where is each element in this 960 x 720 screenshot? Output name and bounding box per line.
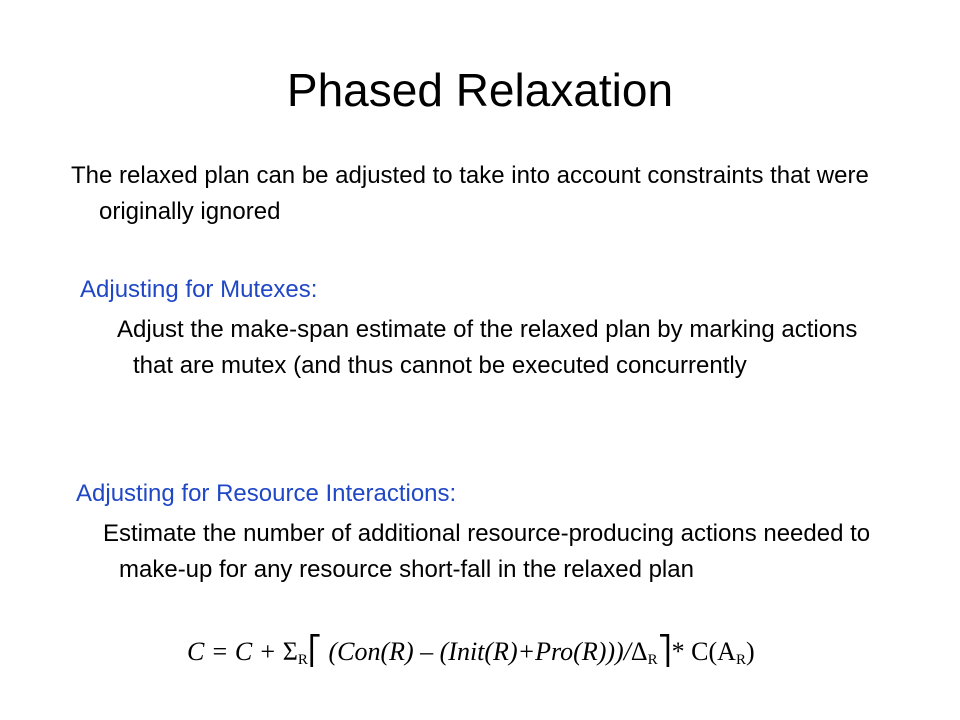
formula-ceil-open: ⎡ [307, 636, 322, 667]
cost-formula [187, 632, 907, 672]
formula-delta-subscript: R [647, 652, 658, 668]
formula-delta: Δ [630, 637, 648, 666]
formula-cost-subscript: R [735, 652, 746, 668]
resource-description: Estimate the number of additional resource-producing actions needed to make-up for any resource short-fall in the relaxed plan [103, 520, 871, 583]
formula-inner: (Con(R) – (Init(R)+Pro(R)))/ [321, 637, 631, 666]
formula-times: * C(A [671, 637, 736, 666]
formula-lhs: C = C + [187, 637, 283, 666]
resource-heading: Adjusting for Resource Interactions: [76, 480, 457, 507]
mutex-description: Adjust the make-span estimate of the relaxed plan by marking actions that are mutex (and thus cannot be executed concurrently [117, 316, 858, 379]
formula-ceil-close: ⎤ [657, 636, 672, 667]
formula-close-paren: ) [745, 637, 755, 666]
formula-sigma: Σ [282, 637, 298, 666]
slide-title: Phased Relaxation [286, 64, 674, 116]
intro-paragraph: The relaxed plan can be adjusted to take into account constraints that were originally ignored [71, 162, 869, 225]
formula-sum-subscript: R [297, 652, 308, 668]
mutex-heading: Adjusting for Mutexes: [80, 276, 318, 303]
